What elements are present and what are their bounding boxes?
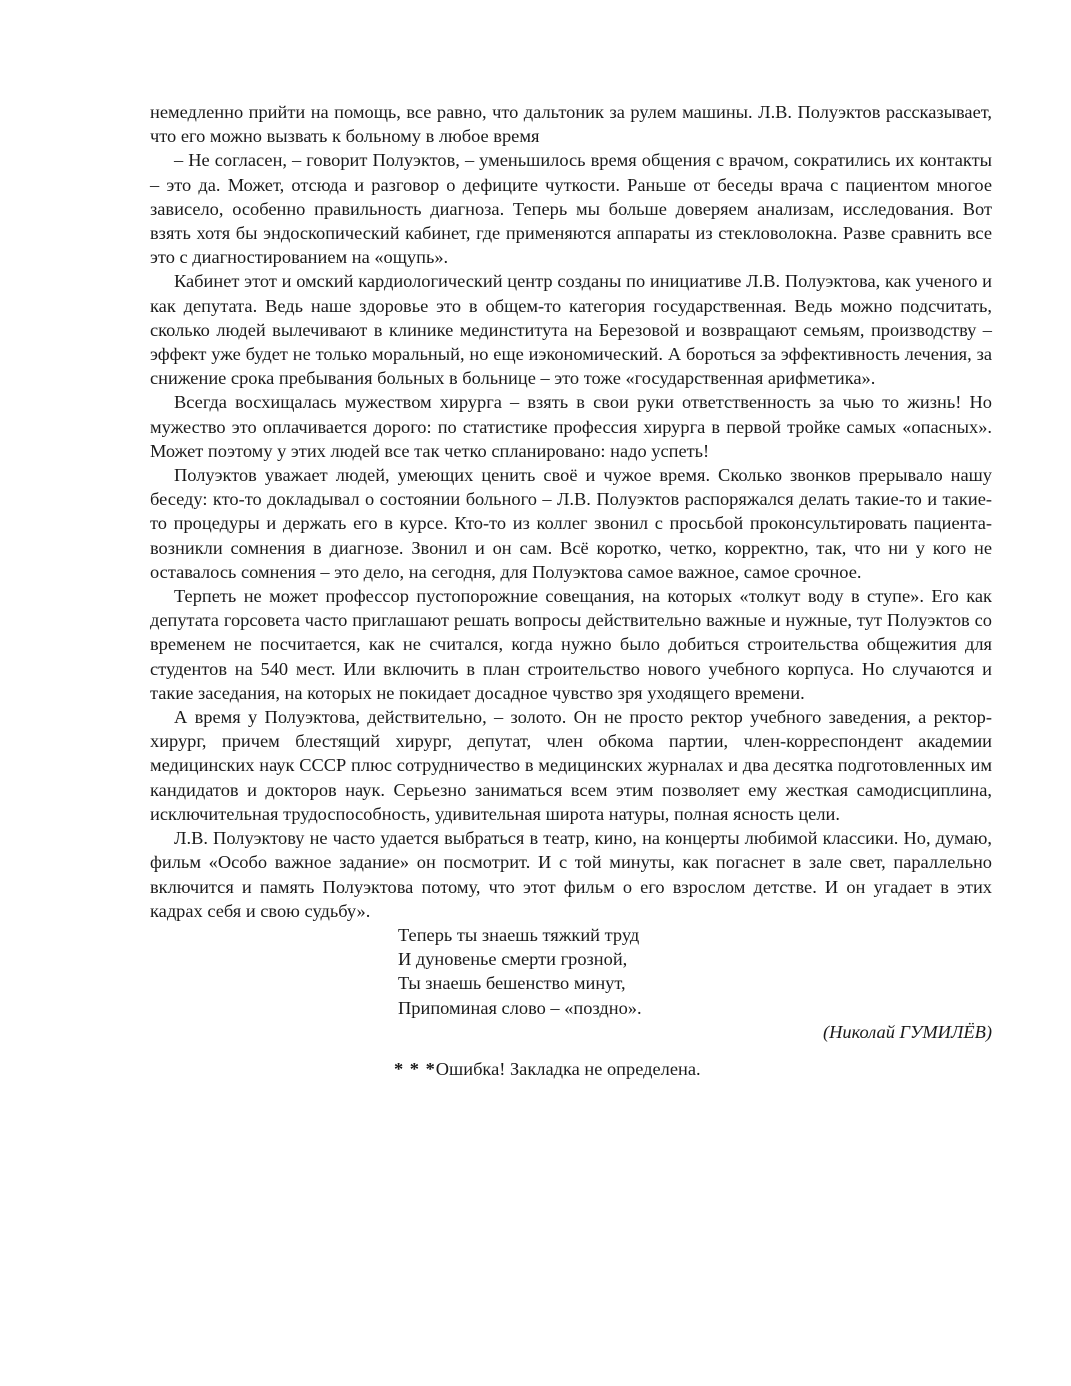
poem-line: Теперь ты знаешь тяжкий труд bbox=[398, 924, 640, 945]
paragraph: Кабинет этот и омский кардиологический центр созданы по инициативе Л.В. Полуэктова, как ученого и как депутата. Ведь наше здоровье это в общем-то категория государственная. Ведь можно подсчитать, сколько людей вылечивают в клинике мединститута на Березовой и возвращают семьям, производству – эффект уже будет не только моральный, но еще иэкономический. А бороться за эффективность лечения, за снижение срока пребывания больных в больнице – это тоже «государственная арифметика». bbox=[150, 271, 992, 389]
poem-stanza bbox=[150, 923, 992, 1020]
poem-line: Припоминая слово – «поздно». bbox=[398, 997, 642, 1018]
poem-line: Ты знаешь бешенство минут, bbox=[398, 973, 626, 994]
section-stars: * * * bbox=[394, 1058, 436, 1079]
bookmark-error-line bbox=[150, 1057, 992, 1081]
poem-line: И дуновенье смерти грозной, bbox=[398, 949, 628, 970]
bookmark-error-text: Ошибка! Закладка не определена. bbox=[435, 1058, 701, 1079]
paragraph: – Не согласен, – говорит Полуэктов, – уменьшилось время общения с врачом, сократились их контакты – это да. Может, отсюда и разговор о дефиците чуткости. Раньше от беседы врача с пациентом многое зависело, особенно правильность диагноза. Теперь мы больше доверяем анализам, исследования. Вот взять хотя бы эндоскопический кабинет, где применяются аппараты из стекловолокна. Разве сравнить все это с диагностированием на «ощупь». bbox=[150, 150, 992, 268]
paragraph: Терпеть не может профессор пустопорожние совещания, на которых «толкут воду в ступе». Его как депутата горсовета часто приглашают решать вопросы действительно важные и нужные, тут Полуэктов со временем не посчитается, как не считался, когда нужно было добиться строительства общежития для студентов на 540 мест. Или включить в план строительство нового учебного корпуса. Но случаются и такие заседания, на которых не покидает досадное чувство зря уходящего времени. bbox=[150, 586, 992, 703]
paragraph: А время у Полуэктова, действительно, – золото. Он не просто ректор учебного заведения, а ректор-хирург, причем блестящий хирург, депутат, член обкома партии, член-корреспондент академии медицинских наук СССР плюс сотрудничество в медицинских журналах и два десятка подготовленных им кандидатов и докторов наук. Серьезно заниматься всем этим позволяет ему жесткая самодисциплина, исключительная трудоспособность, удивительная широта натуры, полная ясность цели. bbox=[150, 707, 992, 824]
paragraph: немедленно прийти на помощь, все равно, что дальтоник за рулем машины. Л.В. Полуэктов рассказывает, что его можно вызвать к больному в любое время bbox=[150, 102, 992, 147]
paragraph: Полуэктов уважает людей, умеющих ценить своё и чужое время. Сколько звонков прерывало нашу беседу: кто-то докладывал о состоянии больного – Л.В. Полуэктов распоряжался делать такие-то и такие-то процедуры и держать его в курсе. Кто-то из коллег звонил с просьбой проконсультировать пациента- возникли сомнения в диагнозе. Звонил и он сам. Всё коротко, четко, корректно, так, что ни у кого не оставалось сомнения – это дело, на сегодня, для Полуэктова самое важное, самое срочное. bbox=[150, 465, 992, 582]
paragraph: Всегда восхищалась мужеством хирурга – взять в свои руки ответственность за чью то жизнь! Но мужество это оплачивается дорого: по статистике профессия хирурга в первой тройке самых «опасных». Может поэтому у этих людей все так четко спланировано: надо успеть! bbox=[150, 392, 992, 461]
poem-attribution: (Николай ГУМИЛЁВ) bbox=[823, 1021, 992, 1042]
paragraph: Л.В. Полуэктову не часто удается выбраться в театр, кино, на концерты любимой классики. Но, думаю, фильм «Особо важное задание» он посмотрит. И с той минуты, как погаснет в зале свет, параллельно включится и память Полуэктова потому, что этот фильм о его взрослом детстве. И он угадает в этих кадрах себя и свою судьбу». bbox=[150, 828, 992, 921]
document-page bbox=[150, 100, 992, 1081]
